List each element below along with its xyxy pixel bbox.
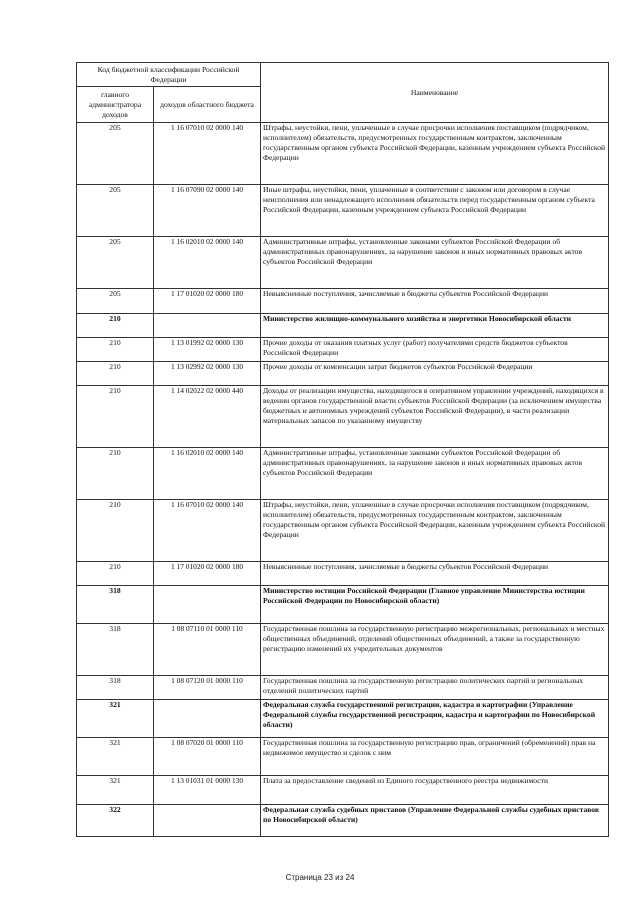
table-row <box>77 338 609 362</box>
revenue-code-cell: 1 16 07090 02 0000 140 <box>154 185 261 237</box>
table-body <box>77 123 609 837</box>
revenue-code-cell <box>154 700 261 738</box>
name-cell: Государственная пошлина за государственную регистрацию межрегиональных, региональных и местных общественных объединений, отделений общественных объединений, а также за государственную регистрацию изменений их учредительных документов <box>261 624 609 676</box>
admin-code-cell: 322 <box>77 805 154 837</box>
page-number: Страница 23 из 24 <box>285 873 355 882</box>
admin-code-cell: 318 <box>77 586 154 624</box>
budget-classification-table <box>76 62 609 837</box>
header-revenue-code: доходов областного бюджета <box>154 87 261 123</box>
name-cell: Государственная пошлина за государственную регистрацию политических партий и региональных отделений политических партий <box>261 676 609 700</box>
name-cell: Министерство жилищно-коммунального хозяйства и энергетики Новосибирской области <box>261 314 609 338</box>
admin-code-cell: 321 <box>77 738 154 776</box>
admin-code-cell: 210 <box>77 562 154 586</box>
revenue-code-cell: 1 17 01020 02 0000 180 <box>154 289 261 314</box>
revenue-code-cell: 1 13 01992 02 0000 130 <box>154 338 261 362</box>
admin-code-cell: 318 <box>77 676 154 700</box>
name-cell: Плата за предоставление сведений из Единого государственного реестра недвижимости <box>261 776 609 805</box>
admin-code-cell: 210 <box>77 362 154 386</box>
admin-code-cell: 210 <box>77 314 154 338</box>
admin-code-cell: 205 <box>77 237 154 289</box>
name-cell: Государственная пошлина за государственную регистрацию прав, ограничений (обременений) прав на недвижимое имущество и сделок с ним <box>261 738 609 776</box>
table-row <box>77 624 609 676</box>
table-row <box>77 237 609 289</box>
name-cell: Прочие доходы от компенсации затрат бюджетов субъектов Российской Федерации <box>261 362 609 386</box>
table-row <box>77 776 609 805</box>
revenue-code-cell: 1 14 02022 02 0000 440 <box>154 386 261 448</box>
table-row <box>77 586 609 624</box>
admin-code-cell: 210 <box>77 338 154 362</box>
header-admin-code: главного администратора доходов <box>77 87 154 123</box>
table-row <box>77 289 609 314</box>
table-row <box>77 676 609 700</box>
budget-table-sheet <box>76 62 608 837</box>
revenue-code-cell: 1 16 07010 02 0000 140 <box>154 500 261 562</box>
name-cell: Невыясненные поступления, зачисляемые в бюджеты субъектов Российской Федерации <box>261 562 609 586</box>
header-classification-code: Код бюджетной классификации Российской Федерации <box>77 63 261 87</box>
name-cell: Федеральная служба судебных приставов (Управление Федеральной службы судебных приставов по Новосибирской области) <box>261 805 609 837</box>
revenue-code-cell: 1 08 07110 01 0000 110 <box>154 624 261 676</box>
revenue-code-cell <box>154 314 261 338</box>
revenue-code-cell: 1 16 02010 02 0000 140 <box>154 448 261 500</box>
revenue-code-cell: 1 13 01031 01 0000 130 <box>154 776 261 805</box>
revenue-code-cell: 1 08 07020 01 0000 110 <box>154 738 261 776</box>
admin-code-cell: 318 <box>77 624 154 676</box>
table-row <box>77 123 609 185</box>
table-row <box>77 185 609 237</box>
table-row <box>77 362 609 386</box>
name-cell: Административные штрафы, установленные законами субъектов Российской Федерации об административных правонарушениях, за нарушение законов и иных нормативных правовых актов субъектов Российской Федерации <box>261 448 609 500</box>
table-row <box>77 386 609 448</box>
admin-code-cell: 205 <box>77 185 154 237</box>
name-cell: Федеральная служба государственной регистрации, кадастра и картографии (Управление Федеральной службы государственной регистрации, кадастра и картографии по Новосибирской области) <box>261 700 609 738</box>
revenue-code-cell: 1 17 01020 02 0000 180 <box>154 562 261 586</box>
revenue-code-cell: 1 16 02010 02 0000 140 <box>154 237 261 289</box>
name-cell: Иные штрафы, неустойки, пени, уплаченные в соответствии с законом или договором в случае неисполнения или ненадлежащего исполнения обязательств перед государственным органом субъекта Российской Федерации, казенным учреждением субъекта Российской Федерации <box>261 185 609 237</box>
name-cell: Министерство юстиции Российской Федерации (Главное управление Министерства юстиции Российской Федерации по Новосибирской области) <box>261 586 609 624</box>
revenue-code-cell <box>154 586 261 624</box>
revenue-code-cell: 1 08 07120 01 0000 110 <box>154 676 261 700</box>
name-cell: Невыясненные поступления, зачисляемые в бюджеты субъектов Российской Федерации <box>261 289 609 314</box>
admin-code-cell: 205 <box>77 123 154 185</box>
table-row <box>77 314 609 338</box>
admin-code-cell: 210 <box>77 386 154 448</box>
revenue-code-cell: 1 13 02992 02 0000 130 <box>154 362 261 386</box>
admin-code-cell: 205 <box>77 289 154 314</box>
revenue-code-cell: 1 16 07010 02 0000 140 <box>154 123 261 185</box>
table-row <box>77 448 609 500</box>
admin-code-cell: 321 <box>77 776 154 805</box>
revenue-code-cell <box>154 805 261 837</box>
admin-code-cell: 210 <box>77 448 154 500</box>
admin-code-cell: 321 <box>77 700 154 738</box>
table-row <box>77 500 609 562</box>
table-row <box>77 562 609 586</box>
name-cell: Прочие доходы от оказания платных услуг (работ) получателями средств бюджетов субъектов Российской Федерации <box>261 338 609 362</box>
table-row <box>77 700 609 738</box>
name-cell: Штрафы, неустойки, пени, уплаченные в случае просрочки исполнения поставщиком (подрядчиком, исполнителем) обязательств, предусмотренных государственным контрактом, заключенным государственным органом субъекта Российской Федерации, казенным учреждением субъекта Российской Федерации <box>261 500 609 562</box>
header-name: Наименование <box>261 63 609 123</box>
admin-code-cell: 210 <box>77 500 154 562</box>
name-cell: Доходы от реализации имущества, находящегося в оперативном управлении учреждений, находящихся в ведении органов государственной власти субъектов Российской Федерации (за исключением имущества бюджетных и автономных учреждений субъектов Российской Федерации), в части реализации материальных запасов по указанному имуществу <box>261 386 609 448</box>
name-cell: Административные штрафы, установленные законами субъектов Российской Федерации об административных правонарушениях, за нарушение законов и иных нормативных правовых актов субъектов Российской Федерации <box>261 237 609 289</box>
name-cell: Штрафы, неустойки, пени, уплаченные в случае просрочки исполнения поставщиком (подрядчиком, исполнителем) обязательств, предусмотренных государственным контрактом, заключенным государственным органом субъекта Российской Федерации, казенным учреждением субъекта Российской Федерации <box>261 123 609 185</box>
table-row <box>77 805 609 837</box>
table-row <box>77 738 609 776</box>
